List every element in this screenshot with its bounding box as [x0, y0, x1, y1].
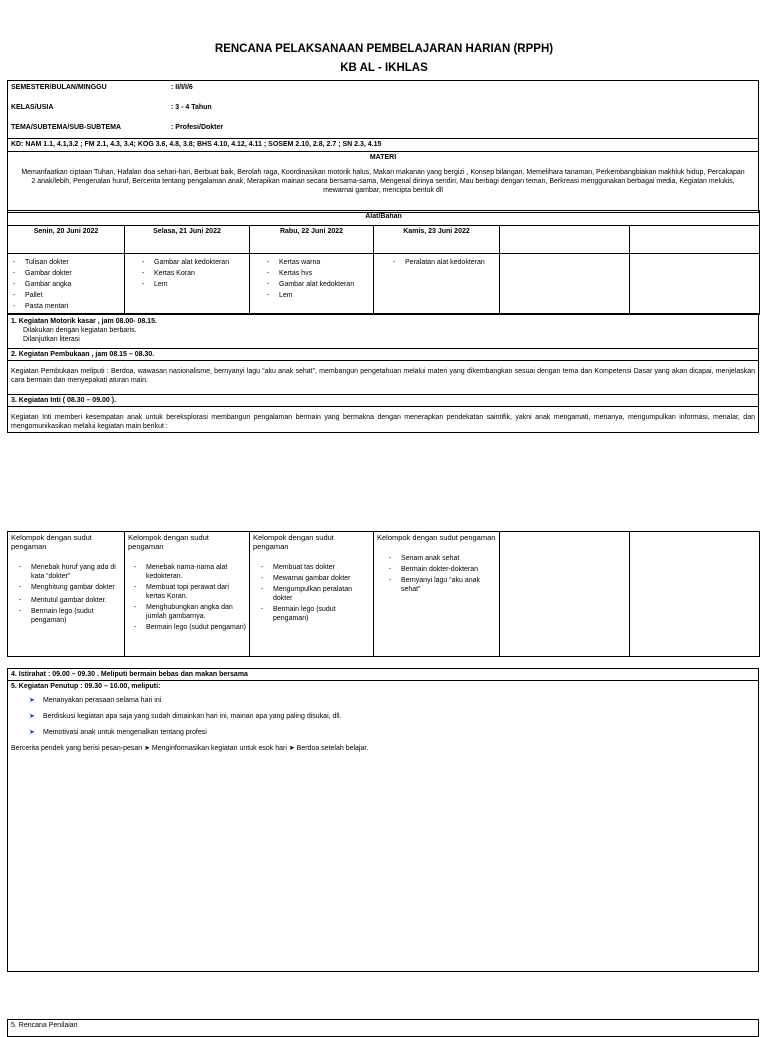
list-item: - Bermain lego (sudut pengaman) — [146, 623, 246, 632]
kegiatan3-text: Kegiatan Inti memberi kesempatan anak untuk bereksplorasi membangun pengalaman bermain yang bermakna dengan menerapkan pendekatan saintifik, yakni anak mengamati, menanya, mengumpulkan informasi, menalar, dan mengomunikasikan melalui kegiatan main berikut : — [8, 407, 759, 433]
list-item: - Mewarnai gambar dokter — [273, 574, 370, 583]
info-label: SEMESTER/BULAN/MINGGU — [11, 84, 107, 91]
bottom-table — [7, 1019, 759, 1037]
kelompok-cell — [630, 532, 760, 657]
list-item: - Gambar angka — [25, 280, 121, 289]
list-item: - Gambar alat kedokteran — [279, 280, 370, 289]
list-item: - Pallet — [25, 291, 121, 300]
list-item: - Gambar dokter — [25, 269, 121, 278]
alat-bahan-cell — [250, 254, 374, 315]
info-table — [7, 80, 759, 139]
list-item: - Lem — [279, 291, 370, 300]
alat-bahan-table — [7, 210, 760, 315]
penutup-title: 5. Kegiatan Penutup : 09.30 – 10.00, meliputi: — [11, 683, 161, 690]
kd-text: KD: NAM 1.1, 4.1,3.2 ; FM 2.1, 4.3, 3.4; KOG 3.6, 4.8, 3.8; BHS 4.10, 4.12, 4.11 ; SOSEM 2.10, 2.8, 2.7 ; SN 2.3, 4.15 — [8, 139, 759, 152]
istirahat-text: 4. Istirahat : 09.00 – 09.30 . Meliputi bermain bebas dan makan bersama — [8, 669, 759, 681]
list-item: - Menebak huruf yang ada di kata “dokter” — [31, 563, 121, 581]
kelompok-heading: Kelompok dengan sudut pengaman — [377, 533, 496, 542]
list-item: - Kertas hvs — [279, 269, 370, 278]
materi-text: Memanfaatkan ciptaan Tuhan, Hafalan doa sehari-hari, Berbuat baik, Berolah raga, Koordinasikan motorik halus, Makan makanan yang bergizi , Konsep bilangan, Memelihara tanaman, Perkembangbiakan makhluk hidup, Percakapan 2 anak/lebih, Pengenalan huruf, Bercerita tentang pengalaman anak, Merapikan mainan secara bersama-sama, Mengenal dirinya sendiri, Mau berbagi dengan teman, Berkreasi menggunakan berbagai media, Kegiatan melukis, mewarnai gambar, mencipta bentuk dll — [21, 169, 745, 194]
day-header: Kamis, 23 Juni 2022 — [374, 226, 500, 254]
kegiatan1-line: Dilanjutkan literasi — [23, 336, 80, 343]
list-item: - Lem — [154, 280, 246, 289]
info-label: TEMA/SUBTEMA/SUB-SUBTEMA — [11, 124, 122, 131]
kegiatan2-title: 2. Kegiatan Pembukaan , jam 08.15 – 08.30. — [8, 349, 759, 361]
rencana-penilaian: 5. Rencana Penilaian — [8, 1020, 759, 1037]
penutup-footer: Bercerita pendek yang berisi pesan-pesan ➤ Menginformasikan kegiatan untuk esok hari ➤ Berdoa setelah belajar. — [11, 745, 369, 752]
document-subtitle: KB AL - IKHLAS — [340, 62, 428, 74]
list-item: - Pasta mentari — [25, 302, 121, 311]
info-value: : II/I/I/6 — [171, 84, 193, 91]
alat-bahan-cell — [374, 254, 500, 315]
penutup-table — [7, 668, 759, 972]
materi-heading: MATERI — [369, 154, 397, 161]
kegiatan-table — [7, 313, 759, 433]
kegiatan1-line: Dilakukan dengan kegiatan berbaris. — [23, 327, 137, 334]
list-item: ➤ Menanyakan perasaan selama hari ini — [43, 696, 755, 705]
list-item: - Bernyanyi lagu “aku anak sehat” — [401, 576, 496, 594]
alat-bahan-heading: Alat/Bahan — [8, 211, 760, 226]
list-item: - Membuat tas dokter — [273, 563, 370, 572]
kelompok-heading: Kelompok dengan sudut pengaman — [11, 533, 92, 551]
alat-bahan-cell — [8, 254, 125, 315]
list-item: ➤ Berdiskusi kegiatan apa saja yang sudah dimainkan hari ini, mainan apa yang paling disukai, dll. — [43, 712, 755, 721]
list-item: ➤ Memotivasi anak untuk mengenalkan tentang profesi — [43, 728, 755, 737]
list-item: - Senam anak sehat — [401, 554, 496, 563]
kelompok-heading: Kelompok dengan sudut pengaman — [128, 533, 209, 551]
list-item: - Menghubungkan angka dan jumlah gambarnya. — [146, 603, 246, 621]
list-item: - Kertas Koran — [154, 269, 246, 278]
kelompok-heading: Kelompok dengan sudut pengaman — [253, 533, 334, 551]
list-item: - Bermain lego (sudut pengaman) — [31, 607, 121, 625]
info-value: : Profesi/Dokter — [171, 124, 224, 131]
kd-materi-table — [7, 138, 759, 213]
kegiatan1-title: 1. Kegiatan Motorik kasar , jam 08.00- 08.15. — [11, 318, 157, 325]
list-item: - Kertas warna — [279, 258, 370, 267]
list-item: - Menghitung gambar dokter — [31, 583, 121, 592]
list-item: - Peralatan alat kedokteran — [405, 258, 496, 267]
list-item: - Tulisan dokter — [25, 258, 121, 267]
list-item: - Bermain dokter-dokteran — [401, 565, 496, 574]
list-item: - Bermain lego (sudut pengaman) — [273, 605, 370, 623]
list-item: - Mentutul gambar dokter. — [31, 596, 121, 605]
day-header: Selasa, 21 Juni 2022 — [125, 226, 250, 254]
day-header — [500, 226, 630, 254]
list-item: - Menebak nama-nama alat kedokteran. — [146, 563, 246, 581]
document-title: RENCANA PELAKSANAAN PEMBELAJARAN HARIAN (RPPH) — [214, 43, 554, 55]
alat-bahan-cell — [125, 254, 250, 315]
kegiatan3-title: 3. Kegiatan Inti ( 08.30 – 09.00 ). — [8, 395, 759, 407]
kelompok-table — [7, 531, 760, 657]
alat-bahan-cell — [630, 254, 760, 315]
day-header: Rabu, 22 Juni 2022 — [250, 226, 374, 254]
list-item: - Membuat topi perawat dari kertas Koran. — [146, 583, 246, 601]
day-header: Senin, 20 Juni 2022 — [8, 226, 125, 254]
alat-bahan-cell — [500, 254, 630, 315]
info-label: KELAS/USIA — [11, 104, 54, 111]
kegiatan2-text: Kegiatan Pembukaan meliputi : Berdoa, wawasan nasionalisme, bernyanyi lagu “aku anak sehat”, membangun pengetahuan melalui materi yang dikembangkan sesuai dengan tema dan Kompetensi Dasar yang akan dicapai, menjelaskan cara bermain dan menyepakati aturan main. — [8, 361, 759, 395]
day-header — [630, 226, 760, 254]
kelompok-cell — [500, 532, 630, 657]
info-value: : 3 - 4 Tahun — [171, 104, 212, 111]
list-item: - Gambar alat kedokteran — [154, 258, 246, 267]
list-item: - Mengumpulkan peralatan dokter — [273, 585, 370, 603]
